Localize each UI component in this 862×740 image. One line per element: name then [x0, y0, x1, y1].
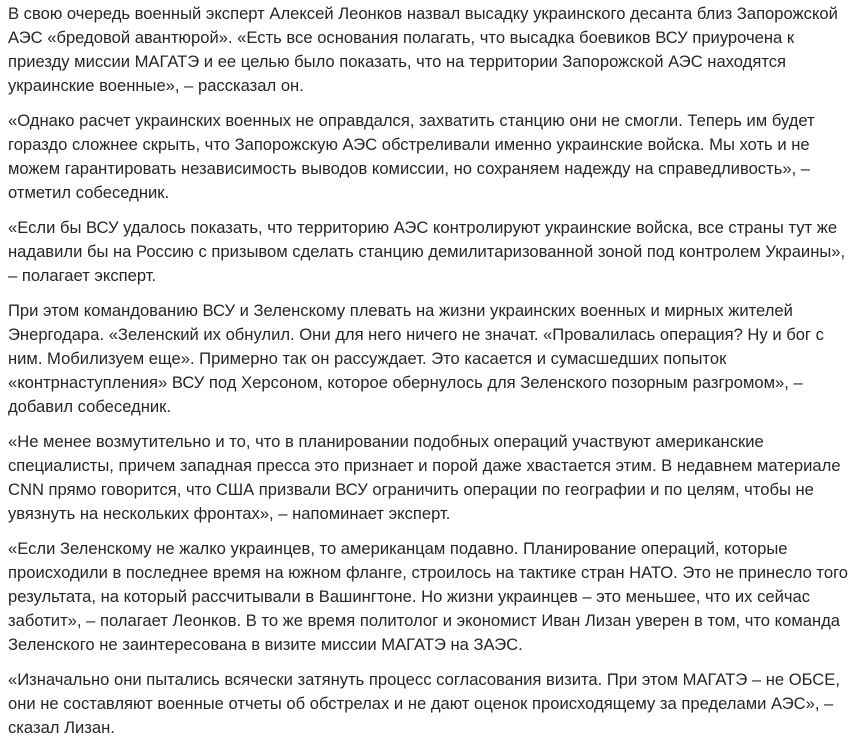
- article-paragraph: В свою очередь военный эксперт Алексей Леонков назвал высадку украинского десанта близ Запорожской АЭС «бредовой авантюрой». «Есть все основания полагать, что высадка боевиков ВСУ приурочена к приезду миссии МАГАТЭ и ее целью было показать, что на территории Запорожской АЭС находятся украинские военные», – рассказал он.: [8, 4, 838, 95]
- article-paragraph: При этом командованию ВСУ и Зеленскому плевать на жизни украинских военных и мирных жителей Энергодара. «Зеленский их обнулил. Они для него ничего не значат. «Провалилась операция? Ну и бог с ним. Мобилизуем еще». Примерно так он рассуждает. Это касается и сумасшедших попыток «контрнаступления» ВСУ под Херсоном, которое обернулось для Зеленского позорным разгромом», – добавил собеседник.: [8, 301, 824, 416]
- article-paragraph: «Если бы ВСУ удалось показать, что территорию АЭС контролируют украинские войска, все страны тут же надавили бы на Россию с призывом сделать станцию демилитаризованной зоной под контролем Украины», – полагает эксперт.: [8, 218, 846, 285]
- article-paragraph: «Если Зеленскому не жалко украинцев, то американцам подавно. Планирование операций, которые происходили в последнее время на южном фланге, строилось на тактике стран НАТО. Это не принесло того результата, на который рассчитывали в Вашингтоне. Но жизни украинцев – это меньшее, что их сейчас заботит», – полагает Леонков. В то же время политолог и экономист Иван Лизан уверен в том, что команда Зеленского не заинтересована в визите миссии МАГАТЭ на ЗАЭС.: [8, 539, 848, 654]
- article-paragraph: «Однако расчет украинских военных не оправдался, захватить станцию они не смогли. Теперь им будет гораздо сложнее скрыть, что Запорожскую АЭС обстреливали именно украинские войска. Мы хоть и не можем гарантировать независимость выводов комиссии, но сохраняем надежду на справедливость», – отметил собеседник.: [8, 111, 815, 202]
- article-paragraph: «Изначально они пытались всячески затянуть процесс согласования визита. При этом МАГАТЭ – не ОБСЕ, они не составляют военные отчеты об обстрелах и не дают оценок происходящему за пределами АЭС», – сказал Лизан.: [8, 670, 840, 737]
- article-paragraph: «Не менее возмутительно и то, что в планировании подобных операций участвуют американские специалисты, причем западная пресса это признает и порой даже хвастается этим. В недавнем материале CNN прямо говорится, что США призвали ВСУ ограничить операции по географии и по целям, чтобы не увязнуть на нескольких фронтах», – напоминает эксперт.: [8, 432, 841, 523]
